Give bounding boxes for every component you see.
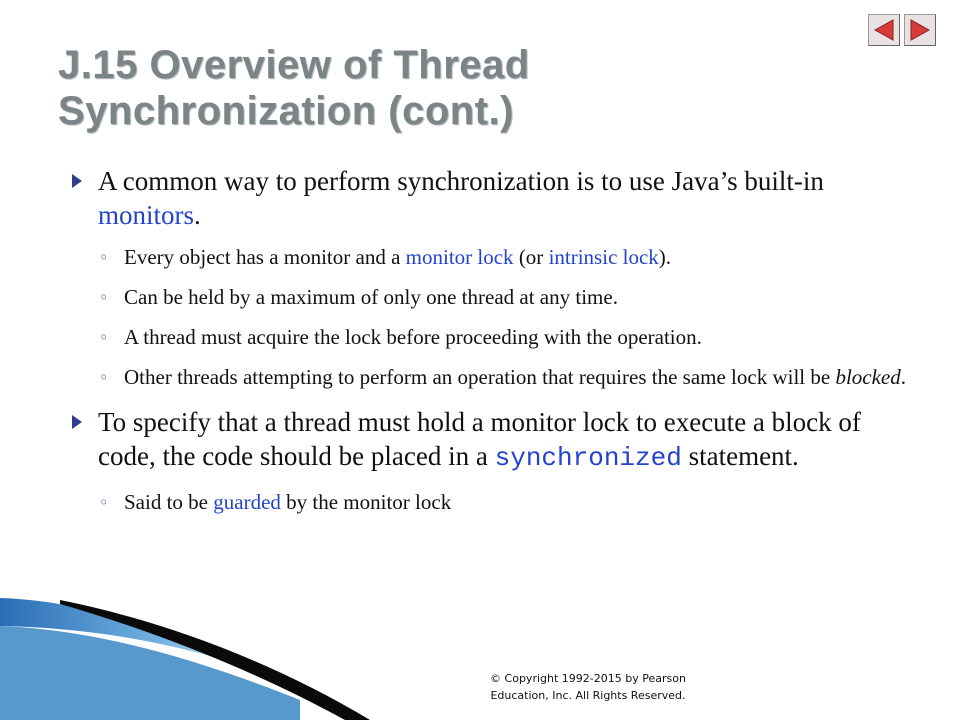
circle-bullet-icon: ◦ bbox=[99, 328, 109, 347]
circle-bullet-icon: ◦ bbox=[99, 248, 109, 267]
triangle-bullet-icon bbox=[72, 174, 82, 188]
bullet-text bbox=[98, 164, 906, 232]
black-swoosh bbox=[60, 600, 370, 720]
bullet-synchronized bbox=[66, 405, 906, 475]
sub-list-monitors bbox=[66, 244, 906, 391]
text-run: . bbox=[194, 200, 201, 230]
circle-bullet-icon: ◦ bbox=[99, 368, 109, 387]
text-run: statement. bbox=[681, 441, 799, 471]
text-run: Other threads attempting to perform an operation that requires the same lock will be bbox=[124, 365, 836, 389]
text-run: Can be held by a maximum of only one thread at any time. bbox=[124, 285, 618, 309]
term-blocked: blocked bbox=[835, 365, 901, 389]
blue-swoosh-lower bbox=[0, 626, 300, 720]
copyright-notice bbox=[453, 670, 723, 704]
circle-bullet-icon: ◦ bbox=[99, 288, 109, 307]
text-run: Said to be bbox=[124, 490, 214, 514]
next-slide-button[interactable] bbox=[904, 14, 936, 46]
circle-bullet-icon: ◦ bbox=[99, 493, 109, 512]
title-line-2: Synchronization (cont.) bbox=[58, 89, 514, 133]
copyright-line-2: Education, Inc. All Rights Reserved. bbox=[490, 689, 686, 702]
slide-title bbox=[58, 42, 878, 134]
text-run: A thread must acquire the lock before proceeding with the operation. bbox=[124, 325, 702, 349]
text-run: . bbox=[900, 365, 906, 389]
term-monitor-lock: monitor lock bbox=[405, 245, 514, 269]
text-run: (or bbox=[513, 245, 549, 269]
blue-swoosh bbox=[0, 598, 260, 672]
term-guarded: guarded bbox=[213, 490, 281, 514]
term-monitors: monitors bbox=[98, 200, 195, 230]
sub-list-synchronized bbox=[66, 489, 906, 516]
sub-item bbox=[66, 489, 906, 516]
text-run: A common way to perform synchronization is to use Java’s built-in bbox=[98, 166, 824, 196]
copyright-line-1: © Copyright 1992-2015 by Pearson bbox=[490, 672, 686, 685]
code-synchronized: synchronized bbox=[494, 443, 682, 473]
sub-item bbox=[66, 364, 906, 391]
bullet-monitors bbox=[66, 164, 906, 232]
sub-item bbox=[66, 284, 906, 311]
term-intrinsic-lock: intrinsic lock bbox=[548, 245, 659, 269]
triangle-bullet-icon bbox=[72, 415, 82, 429]
bullet-text bbox=[98, 405, 906, 475]
slide-navigation bbox=[868, 14, 936, 46]
right-arrow-icon bbox=[908, 18, 932, 42]
text-run: by the monitor lock bbox=[280, 490, 452, 514]
text-run: To specify that a thread must hold a monitor lock to execute a block of code, the code should be placed in a bbox=[98, 407, 861, 471]
sub-item bbox=[66, 244, 906, 271]
sub-item bbox=[66, 324, 906, 351]
title-line-1: J.15 Overview of Thread bbox=[58, 43, 530, 87]
text-run: ). bbox=[658, 245, 672, 269]
slide-body bbox=[66, 164, 906, 516]
left-arrow-icon bbox=[872, 18, 896, 42]
text-run: Every object has a monitor and a bbox=[124, 245, 406, 269]
